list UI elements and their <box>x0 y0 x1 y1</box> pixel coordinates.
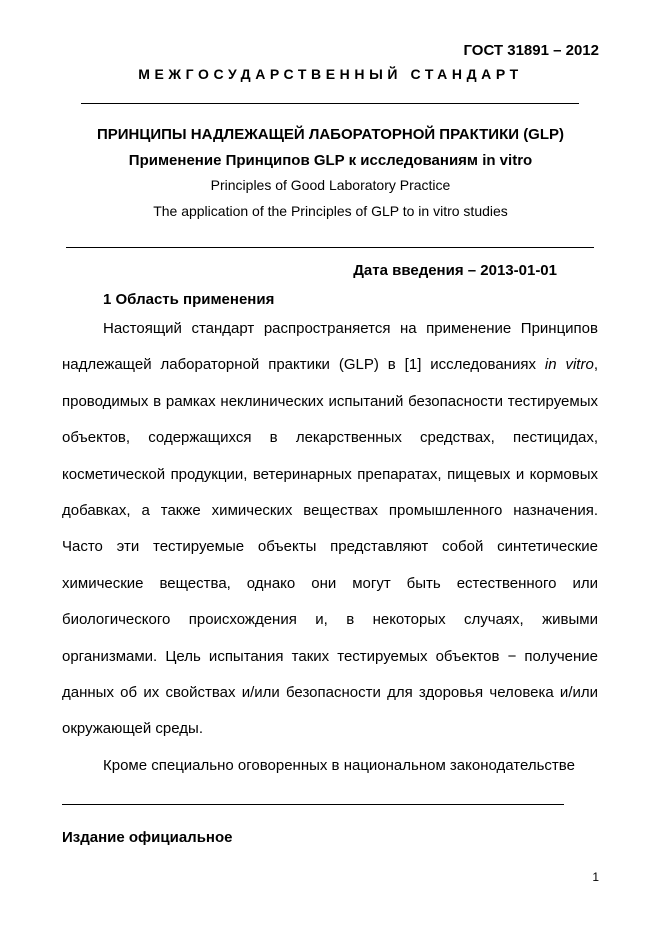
header-divider <box>81 103 579 104</box>
document-subtitle-en: The application of the Principles of GLP to in vitro studies <box>153 203 508 219</box>
document-title-en: Principles of Good Laboratory Practice <box>210 177 451 193</box>
title-divider <box>66 247 594 248</box>
section-heading: 1 Область применения <box>103 291 275 308</box>
page-number: 1 <box>592 870 599 884</box>
continuation-paragraph: Кроме специально оговоренных в национальном законодательстве <box>103 756 575 774</box>
paragraph-text-end: , проводимых в рамках неклинических испытаний безопасности тестируемых объектов, содержащихся в лекарственных средствах, пестицидах, косметической продукции, ветеринарных препаратах, пищевых и кормовых добавках, а также химических веществах промышленного назначения. Часто эти тестируемые объекты представляют собой синтетические химические вещества, однако они могут быть естественного или биологического происхождения и, в некоторых случаях, живыми организмами. Цель испытания таких тестируемых объектов − получение данных об их свойствах и/или безопасности для здоровья человека и/или окружающей среды. <box>62 356 598 738</box>
paragraph-text-start: Настоящий стандарт распространяется на применение Принципов надлежащей лабораторной практики (GLP) в [1] исследованиях <box>62 320 598 374</box>
document-subtitle-ru: Применение Принципов GLP к исследованиям in vitro <box>128 152 533 169</box>
footnote-divider <box>62 804 564 805</box>
introduction-date: Дата введения – 2013-01-01 <box>353 262 557 279</box>
standard-number: ГОСТ 31891 – 2012 <box>463 42 599 59</box>
paragraph-italic-term: in vitro <box>544 356 594 374</box>
scope-paragraph <box>62 311 598 784</box>
document-title-ru: ПРИНЦИПЫ НАДЛЕЖАЩЕЙ ЛАБОРАТОРНОЙ ПРАКТИКИ (GLP) <box>96 126 565 143</box>
official-edition-label: Издание официальное <box>62 829 233 846</box>
interstate-standard-label: МЕЖГОСУДАРСТВЕННЫЙ СТАНДАРТ <box>138 66 523 82</box>
